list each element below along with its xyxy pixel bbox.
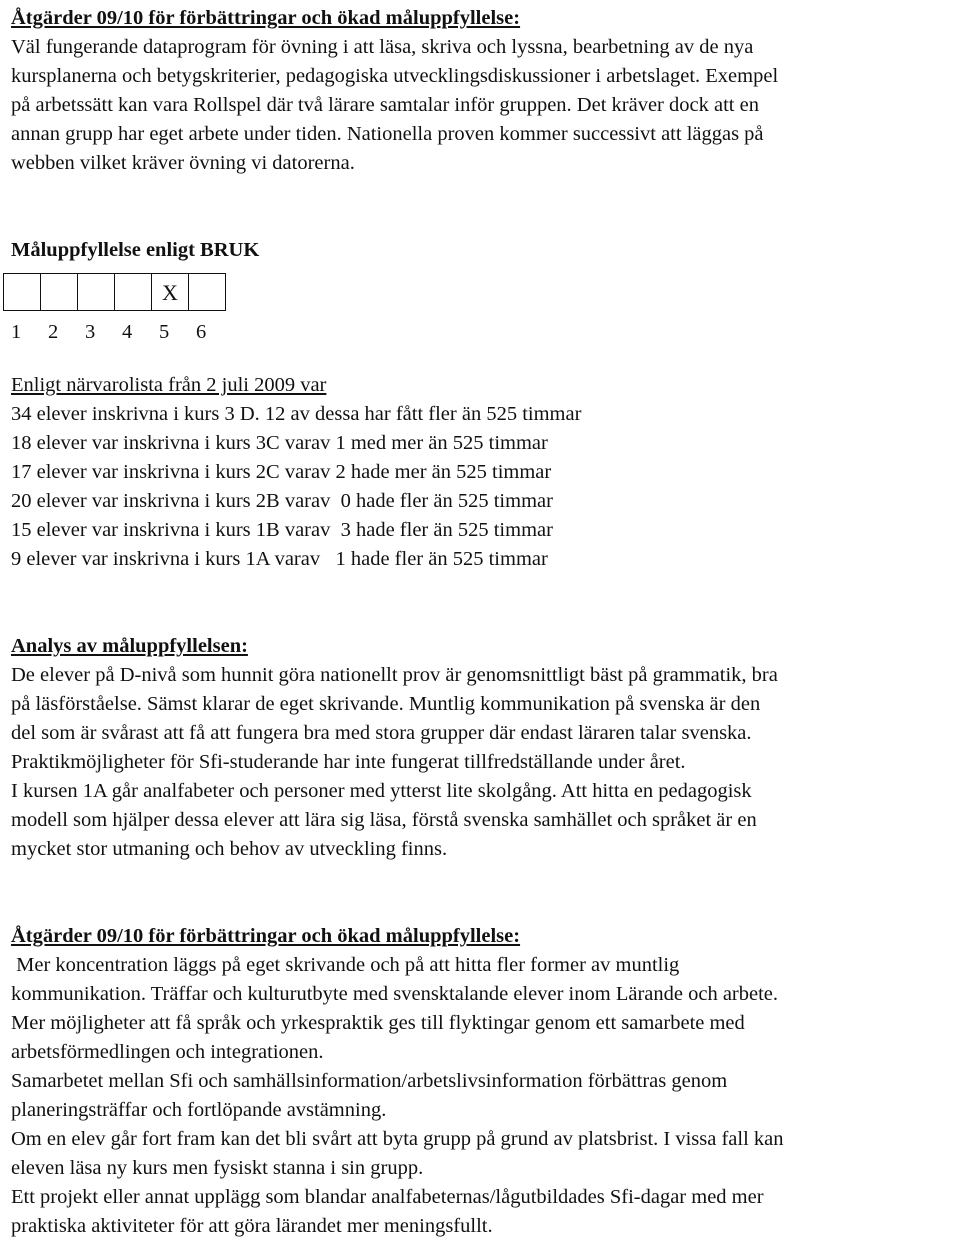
rating-cell <box>77 273 115 311</box>
text-line: I kursen 1A går analfabeter och personer med ytterst lite skolgång. Att hitta en pedagogisk <box>11 780 752 802</box>
text-line: på läsförståelse. Sämst klarar de eget skrivande. Muntlig kommunikation på svenska är den <box>11 693 761 715</box>
text-line: Väl fungerande dataprogram för övning i att läsa, skriva och lyssna, bearbetning av de nya <box>11 36 754 58</box>
text-line: modell som hjälper dessa elever att lära sig läsa, förstå svenska samhället och språket är en <box>11 809 757 831</box>
text-line: webben vilket kräver övning vi datorerna. <box>11 152 355 174</box>
section-heading: Åtgärder 09/10 för förbättringar och ökad måluppfyllelse: <box>11 925 521 947</box>
attendance-line: 18 elever var inskrivna i kurs 3C varav 1 med mer än 525 timmar <box>11 432 548 454</box>
text-line: mycket stor utmaning och behov av utveckling finns. <box>11 838 448 860</box>
text-line: eleven läsa ny kurs men fysiskt stanna i sin grupp. <box>11 1157 424 1179</box>
text-line: Mer koncentration läggs på eget skrivande och på att hitta fler former av muntlig <box>11 954 680 976</box>
text-line: praktiska aktiviteter för att göra lärandet mer meningsfullt. <box>11 1215 493 1237</box>
attendance-line: 9 elever var inskrivna i kurs 1A varav 1 hade fler än 525 timmar <box>11 548 548 570</box>
scale-label: 2 <box>48 321 59 343</box>
section-actions-1 <box>11 4 956 178</box>
attendance-line: 15 elever var inskrivna i kurs 1B varav 3 hade fler än 525 timmar <box>11 519 553 541</box>
section-heading: Åtgärder 09/10 för förbättringar och ökad måluppfyllelse: <box>11 7 521 29</box>
scale-label: 3 <box>85 321 96 343</box>
section-analysis <box>11 632 956 864</box>
text-line: på arbetssätt kan vara Rollspel där två lärare samtalar inför gruppen. Det kräver dock att en <box>11 94 759 116</box>
rating-cell-marked: X <box>151 273 189 311</box>
text-line: Praktikmöjligheter för Sfi-studerande har inte fungerat tillfredställande under året. <box>11 751 686 773</box>
scale-label: 5 <box>159 321 170 343</box>
scale-label: 1 <box>11 321 22 343</box>
rating-scale <box>9 317 956 347</box>
text-line: kursplanerna och betygskriterier, pedagogiska utvecklingsdiskussioner i arbetslaget. Exempel <box>11 65 779 87</box>
section-actions-2 <box>11 922 956 1241</box>
attendance-line: 17 elever var inskrivna i kurs 2C varav 2 hade mer än 525 timmar <box>11 461 552 483</box>
text-line: del som är svårast att få att fungera bra med stora grupper där endast läraren talar svenska. <box>11 722 752 744</box>
scale-label: 4 <box>122 321 133 343</box>
text-line: Mer möjligheter att få språk och yrkespraktik ges till flyktingar genom ett samarbete med <box>11 1012 745 1034</box>
attendance-line: 34 elever inskrivna i kurs 3 D. 12 av dessa har fått fler än 525 timmar <box>11 403 582 425</box>
text-line: kommunikation. Träffar och kulturutbyte med svensktalande elever inom Lärande och arbete. <box>11 983 779 1005</box>
rating-cell <box>3 273 41 311</box>
rating-cell <box>40 273 78 311</box>
section-heading: Analys av måluppfyllelsen: <box>11 635 248 657</box>
section-attendance <box>11 371 956 574</box>
section-heading: Måluppfyllelse enligt BRUK <box>11 239 260 261</box>
text-line: annan grupp har eget arbete under tiden. Nationella proven kommer successivt att läggas på <box>11 123 764 145</box>
scale-label: 6 <box>196 321 207 343</box>
attendance-line: 20 elever var inskrivna i kurs 2B varav 0 hade fler än 525 timmar <box>11 490 553 512</box>
rating-grid <box>3 273 956 313</box>
rating-cell <box>114 273 152 311</box>
rating-cell <box>188 273 226 311</box>
text-line: Om en elev går fort fram kan det bli svårt att byta grupp på grund av platsbrist. I vissa fall kan <box>11 1128 784 1150</box>
text-line: Samarbetet mellan Sfi och samhällsinformation/arbetslivsinformation förbättras genom <box>11 1070 728 1092</box>
text-line: De elever på D-nivå som hunnit göra nationellt prov är genomsnittligt bäst på grammatik, bra <box>11 664 778 686</box>
section-heading: Enligt närvarolista från 2 juli 2009 var <box>11 374 327 396</box>
text-line: planeringsträffar och fortlöpande avstämning. <box>11 1099 387 1121</box>
section-bruk <box>11 236 956 347</box>
document-page <box>11 5 956 1241</box>
text-line: arbetsförmedlingen och integrationen. <box>11 1041 324 1063</box>
text-line: Ett projekt eller annat upplägg som blandar analfabeternas/lågutbildades Sfi-dagar med mer <box>11 1186 764 1208</box>
